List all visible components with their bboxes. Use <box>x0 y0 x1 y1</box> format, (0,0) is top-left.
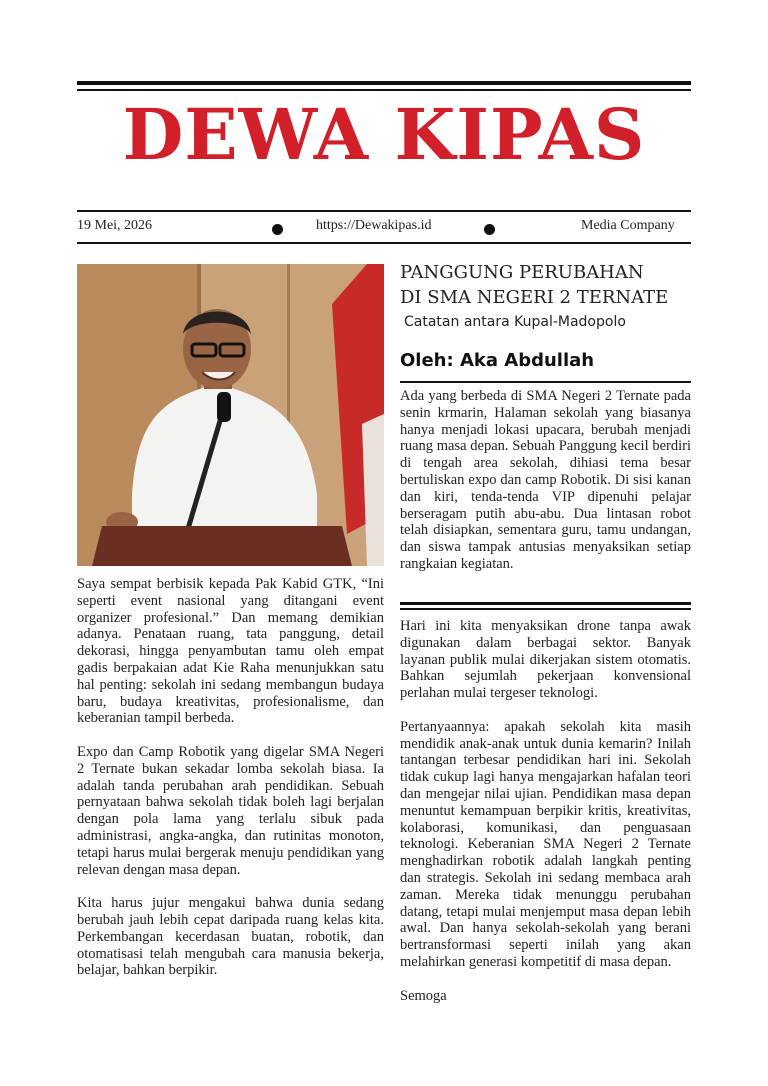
right-column <box>400 618 691 1021</box>
issue-date: 19 Mei, 2026 <box>77 218 153 233</box>
site-url-link[interactable]: https://Dewakipas.id <box>316 218 432 233</box>
article-byline: Oleh: Aka Abdullah <box>400 350 595 371</box>
top-rule-thin <box>77 89 691 91</box>
headline-line-2: DI SMA NEGERI 2 TERNATE <box>400 287 669 308</box>
tagline: Media Company <box>581 218 675 233</box>
section-rule-thin <box>400 608 691 610</box>
left-paragraph-3: Kita harus jujur mengakui bahwa dunia sedang berubah jauh lebih cepat daripada ruang kelas kita. Perkembangan kecerdasan buatan, robotik, dan otomatisasi telah mengubah cara manusia bekerja, belajar, bahkan berpikir. <box>77 895 384 979</box>
bullet-dot-icon <box>272 224 283 235</box>
bullet-dot-icon <box>484 224 495 235</box>
right-top-paragraph: Ada yang berbeda di SMA Negeri 2 Ternate pada senin krmarin, Halaman sekolah yang biasanya hanya menjadi lokasi upacara, berubah menjadi ruang masa depan. Sebuah Panggung kecil berdiri di tengah area sekolah, dihiasi tema besar bertuliskan expo dan camp Robotik. Di sisi kanan dan kiri, tenda-tenda VIP dipenuhi pelajar berseragam putih abu-abu. Dua lintasan robot telah disiapkan, sementara guru, tamu undangan, dan siswa tampak antusias menyaksikan setiap rangkaian kegiatan. <box>400 388 691 572</box>
right-paragraph-3: Semoga <box>400 987 447 1004</box>
masthead-title: DEWA KIPAS <box>122 93 646 176</box>
right-paragraph-2: Pertanyaannya: apakah sekolah kita masih mendidik anak-anak untuk dunia kemarin? Inilah tantangan terbesar pendidikan hari ini. Sekolah tidak cukup lagi hanya mengajarkan hafalan teori dan mengejar nilai ujian. Pendidikan masa depan menuntut kemampuan berpikir kritis, kreativitas, kolaborasi, komunikasi, dan penguasaan teknologi. Keberanian SMA Negeri 2 Ternate menghadirkan robotik adalah langkah penting dan strategis. Sekolah ini sedang membaca arah zaman. Mereka tidak menunggu perubahan datang, tetapi mulai menjemput masa depan lebih awal. Dan hanya sekolah-sekolah yang berani bertransformasi seperti inilah yang akan melahirkan generasi kompetitif di masa depan. <box>400 718 691 970</box>
meta-rule-bottom <box>77 242 691 244</box>
article-subheadline: Catatan antara Kupal-Madopolo <box>404 314 626 330</box>
left-column <box>77 576 384 996</box>
left-paragraph-2: Expo dan Camp Robotik yang digelar SMA Negeri 2 Ternate bukan sekadar lomba sekolah biasa. Ia adalah tanda perubahan arah pendidikan. Sebuah pernyataan bahwa sekolah tidak boleh lagi berjalan dengan pola lama yang terlalu sibuk pada administrasi, angka-angka, dan rutinitas monoton, tetapi harus mulai bergerak menuju pendidikan yang relevan dengan masa depan. <box>77 743 384 878</box>
left-paragraph-1: Saya sempat berbisik kepada Pak Kabid GTK, “Ini seperti event nasional yang ditangani event organizer profesional.” Dan memang demikian adanya. Penataan ruang, tata panggung, detail dekorasi, hingga penyambutan tamu oleh empat gadis berpakaian adat Kie Raha menunjukkan satu hal penting: sekolah ini sedang membangun budaya baru, budaya kreativitas, profesionalisme, dan keberanian tampil berbeda. <box>77 576 384 727</box>
meta-rule-top <box>77 210 691 212</box>
byline-rule <box>400 381 691 383</box>
right-paragraph-1: Hari ini kita menyaksikan drone tanpa awak digunakan dalam berbagai sektor. Banyak layanan publik mulai dikerjakan sistem otomatis. Bahkan sejumlah pekerjaan konvensional perlahan mulai tergeser teknologi. <box>400 618 691 702</box>
section-rule-thick <box>400 602 691 605</box>
right-top-column <box>400 388 691 590</box>
top-rule-thick <box>77 81 691 85</box>
article-photo <box>77 264 384 566</box>
headline-line-1: PANGGUNG PERUBAHAN <box>400 262 644 283</box>
article-headline <box>400 260 700 310</box>
